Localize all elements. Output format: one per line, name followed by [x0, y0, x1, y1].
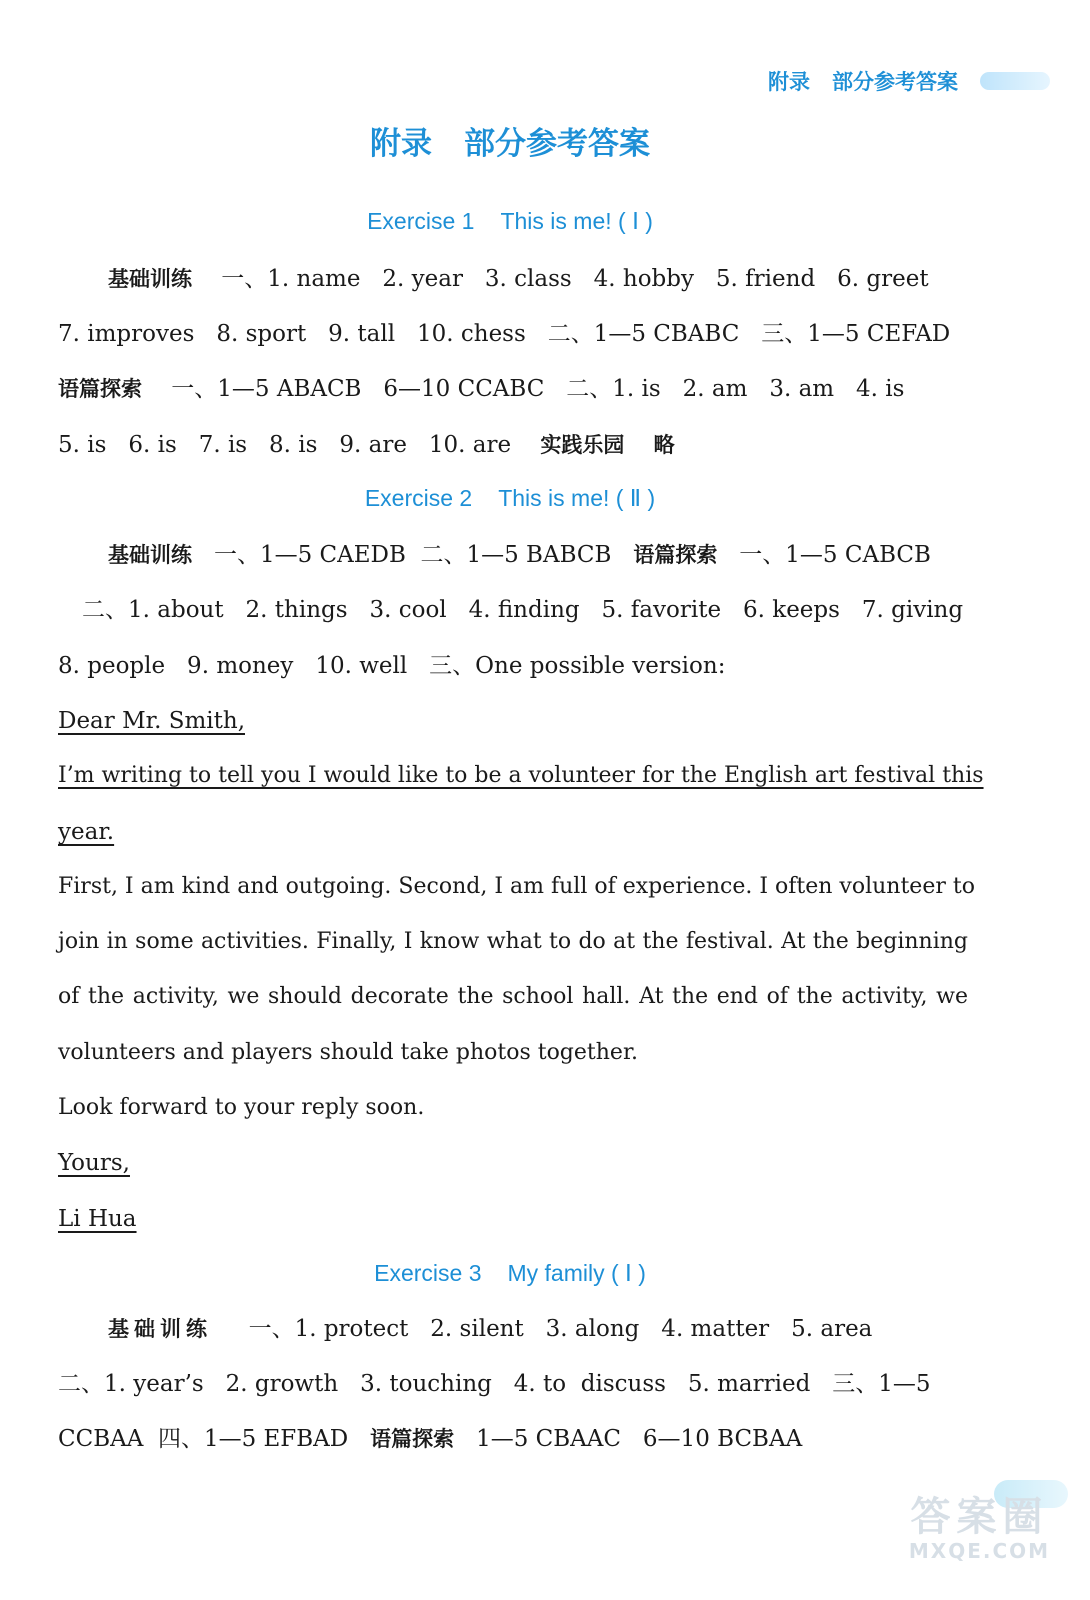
exercise-1-heading — [0, 208, 1020, 235]
answer-text: 8. people 9. money 10. well 三、One possible version: — [58, 653, 726, 679]
answer-text: 1—5 CBAAC 6—10 BCBAA — [476, 1426, 803, 1452]
exercise-3-topic: My family ( Ⅰ ) — [507, 1260, 646, 1286]
page-title-part2: 部分参考答案 — [464, 126, 650, 162]
running-head — [768, 66, 1050, 96]
letter-name — [58, 1204, 968, 1234]
letter-signoff — [58, 1148, 968, 1178]
exercise-3-number: Exercise 3 — [374, 1260, 482, 1286]
watermark-logo — [897, 1494, 1062, 1564]
section-label-basic-training: 基础训练 — [108, 267, 192, 291]
letter-name-text: Li Hua — [58, 1206, 137, 1232]
letter-opening-text: I’m writing to tell you I would like to be a volunteer for the English art festival this — [58, 763, 984, 788]
exercise-1-number: Exercise 1 — [367, 208, 475, 234]
ex1-line-2 — [58, 319, 968, 349]
answer-text: CCBAA 四、1—5 EFBAD — [58, 1426, 349, 1452]
letter-closing: Look forward to your reply soon. — [58, 1095, 425, 1120]
section-label-text-exploration: 语篇探索 — [633, 543, 718, 567]
letter-body-line-1: First, I am kind and outgoing. Second, I am full of experience. I often volunteer to — [58, 874, 975, 899]
running-head-left: 附录 — [768, 70, 810, 94]
page-title — [0, 118, 1020, 163]
page-title-part1: 附录 — [370, 126, 432, 162]
answer-text: 一、1. name 2. year 3. class 4. hobby 5. friend 6. greet — [221, 266, 929, 292]
answer-text: 5. is 6. is 7. is 8. is 9. are 10. are — [58, 432, 512, 458]
section-label-basic-training: 基础训练 — [108, 1317, 212, 1341]
exercise-2-topic: This is me! ( Ⅱ ) — [498, 485, 656, 511]
running-head-bar — [980, 72, 1050, 90]
letter-body-line-2: join in some activities. Finally, I know what to do at the festival. At the beginning — [58, 929, 968, 954]
letter-greeting — [58, 706, 968, 736]
ex1-line-3 — [58, 374, 968, 404]
answer-text: 一、1. protect 2. silent 3. along 4. matter 5. area — [248, 1316, 873, 1342]
ex2-line-3 — [58, 651, 968, 681]
exercise-2-heading — [0, 485, 1020, 512]
exercise-1-topic: This is me! ( Ⅰ ) — [500, 208, 653, 234]
answer-text: 二、1. about 2. things 3. cool 4. finding 5. favorite 6. keeps 7. giving — [82, 597, 964, 623]
answer-text: 一、1—5 CAEDB 二、1—5 BABCB — [213, 542, 612, 568]
section-label-text-exploration: 语篇探索 — [58, 377, 142, 401]
exercise-3-heading — [0, 1260, 1020, 1287]
ex1-line-1 — [58, 264, 968, 294]
ex2-line-2 — [82, 595, 964, 625]
ex3-line-1 — [58, 1314, 968, 1344]
letter-greeting-text: Dear Mr. Smith, — [58, 708, 245, 734]
section-label-practice: 实践乐园 — [540, 433, 625, 457]
ex3-line-2 — [58, 1369, 968, 1399]
running-head-right: 部分参考答案 — [832, 70, 958, 94]
ex1-line-4 — [58, 430, 968, 460]
answer-text: 一、1—5 CABCB — [739, 542, 931, 568]
answer-text: 7. improves 8. sport 9. tall 10. chess 二、1—5 CBABC 三、1—5 CEFAD — [58, 321, 951, 347]
exercise-2-number: Exercise 2 — [364, 485, 473, 511]
answer-text: 二、1. year’s 2. growth 3. touching 4. to discuss 5. married 三、1—5 — [58, 1371, 931, 1397]
answer-omitted: 略 — [653, 433, 675, 457]
letter-body-line-4: volunteers and players should take photos together. — [58, 1040, 639, 1065]
watermark-url: MXQE.COM — [908, 1539, 1051, 1563]
section-label-text-exploration: 语篇探索 — [370, 1427, 455, 1451]
answer-text: 一、1—5 ABACB 6—10 CCABC 二、1. is 2. am 3. am 4. is — [171, 376, 905, 402]
letter-opening-end — [58, 817, 968, 847]
ex2-line-1 — [58, 540, 968, 570]
letter-body-line-3: of the activity, we should decorate the school hall. At the end of the activity, we — [58, 984, 968, 1009]
letter-opening-end-text: year. — [58, 819, 115, 845]
letter-signoff-text: Yours, — [58, 1150, 130, 1176]
ex3-line-3 — [58, 1424, 968, 1454]
letter-opening — [58, 761, 984, 791]
section-label-basic-training: 基础训练 — [108, 543, 192, 567]
watermark-logo-text: 答案圈 — [910, 1494, 1049, 1540]
